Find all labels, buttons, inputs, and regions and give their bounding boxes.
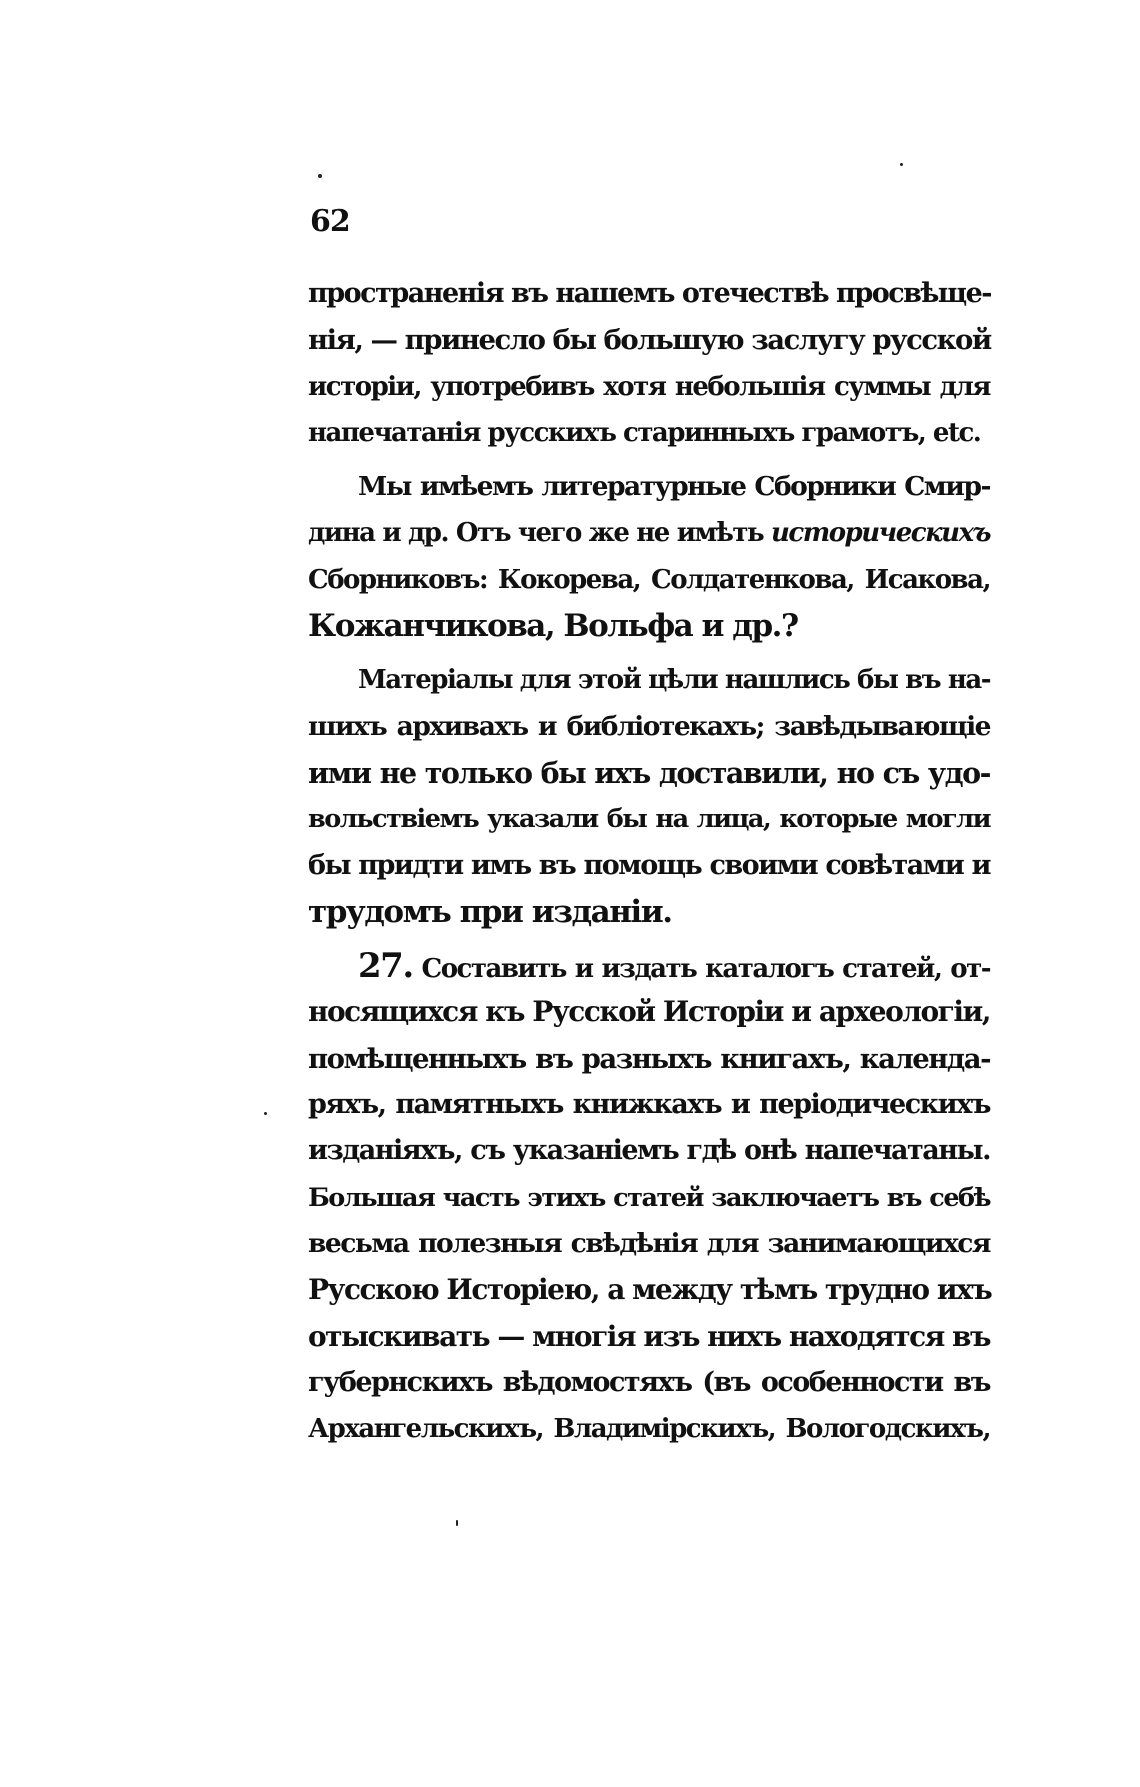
text-line: носящихся къ Русской Исторіи и археологіи, <box>308 995 990 1029</box>
page-number: 62 <box>310 204 350 239</box>
scan-speck <box>318 174 322 178</box>
page-body <box>308 271 990 1452</box>
text-run: Составить и издать каталогъ статей, от- <box>412 954 990 985</box>
text-line: пространенія въ нашемъ отечествѣ просвѣще- <box>308 278 991 309</box>
text-line: Русскою Исторіею, а между тѣмъ трудно ихъ <box>308 1273 992 1307</box>
text-line: исторіи, употребивъ хотя небольшія суммы для <box>308 371 990 402</box>
text-line: Кожанчикова, Вольфа и др.? <box>308 608 798 645</box>
text-line: изданіяхъ, съ указаніемъ гдѣ онѣ напечатаны. <box>308 1135 990 1167</box>
text-run: дина и др. Отъ чего же не имѣть <box>308 518 771 549</box>
text-line: вольствіемъ указали бы на лица, которые могли <box>308 804 990 835</box>
text-line: отыскивать — многія изъ нихъ находятся въ <box>308 1319 990 1353</box>
text-line: шихъ архивахъ и библіотекахъ; завѣдывающіе <box>308 710 990 742</box>
text-line: помѣщенныхъ въ разныхъ книгахъ, календа- <box>308 1042 990 1075</box>
text-line <box>308 943 990 989</box>
text-line: Матеріалы для этой цѣли нашлись бы въ на- <box>358 665 990 696</box>
text-line: губернскихъ вѣдомостяхъ (въ особенности въ <box>308 1366 990 1398</box>
scan-speck <box>456 1520 458 1526</box>
text-line: напечатанія русскихъ старинныхъ грамотъ, etc. <box>308 417 981 448</box>
text-line: Сборниковъ: Кокорева, Солдатенкова, Исакова, <box>308 564 990 595</box>
scan-speck <box>264 1112 267 1115</box>
text-line: трудомъ при изданіи. <box>308 893 672 930</box>
text-line: Большая часть этихъ статей заключаетъ въ себѣ <box>308 1182 990 1213</box>
text-line: весьма полезныя свѣдѣнія для занимающихся <box>308 1227 990 1259</box>
text-line: ими не только бы ихъ доставили, но съ удо- <box>308 755 990 790</box>
text-line: Мы имѣемъ литературные Сборники Смир- <box>358 471 990 503</box>
text-line: бы придти имъ въ помощь своими совѣтами и <box>308 849 990 881</box>
text-line: ряхъ, памятныхъ книжкахъ и періодическихъ <box>308 1089 990 1121</box>
text-line: Архангельскихъ, Владимірскихъ, Вологодскихъ, <box>308 1414 990 1445</box>
item-number: 27. <box>358 946 413 987</box>
text-line <box>308 510 990 556</box>
italic-term: историческихъ <box>770 518 990 549</box>
text-line: нія, — принесло бы большую заслугу русской <box>308 324 991 357</box>
scan-speck <box>900 163 903 166</box>
